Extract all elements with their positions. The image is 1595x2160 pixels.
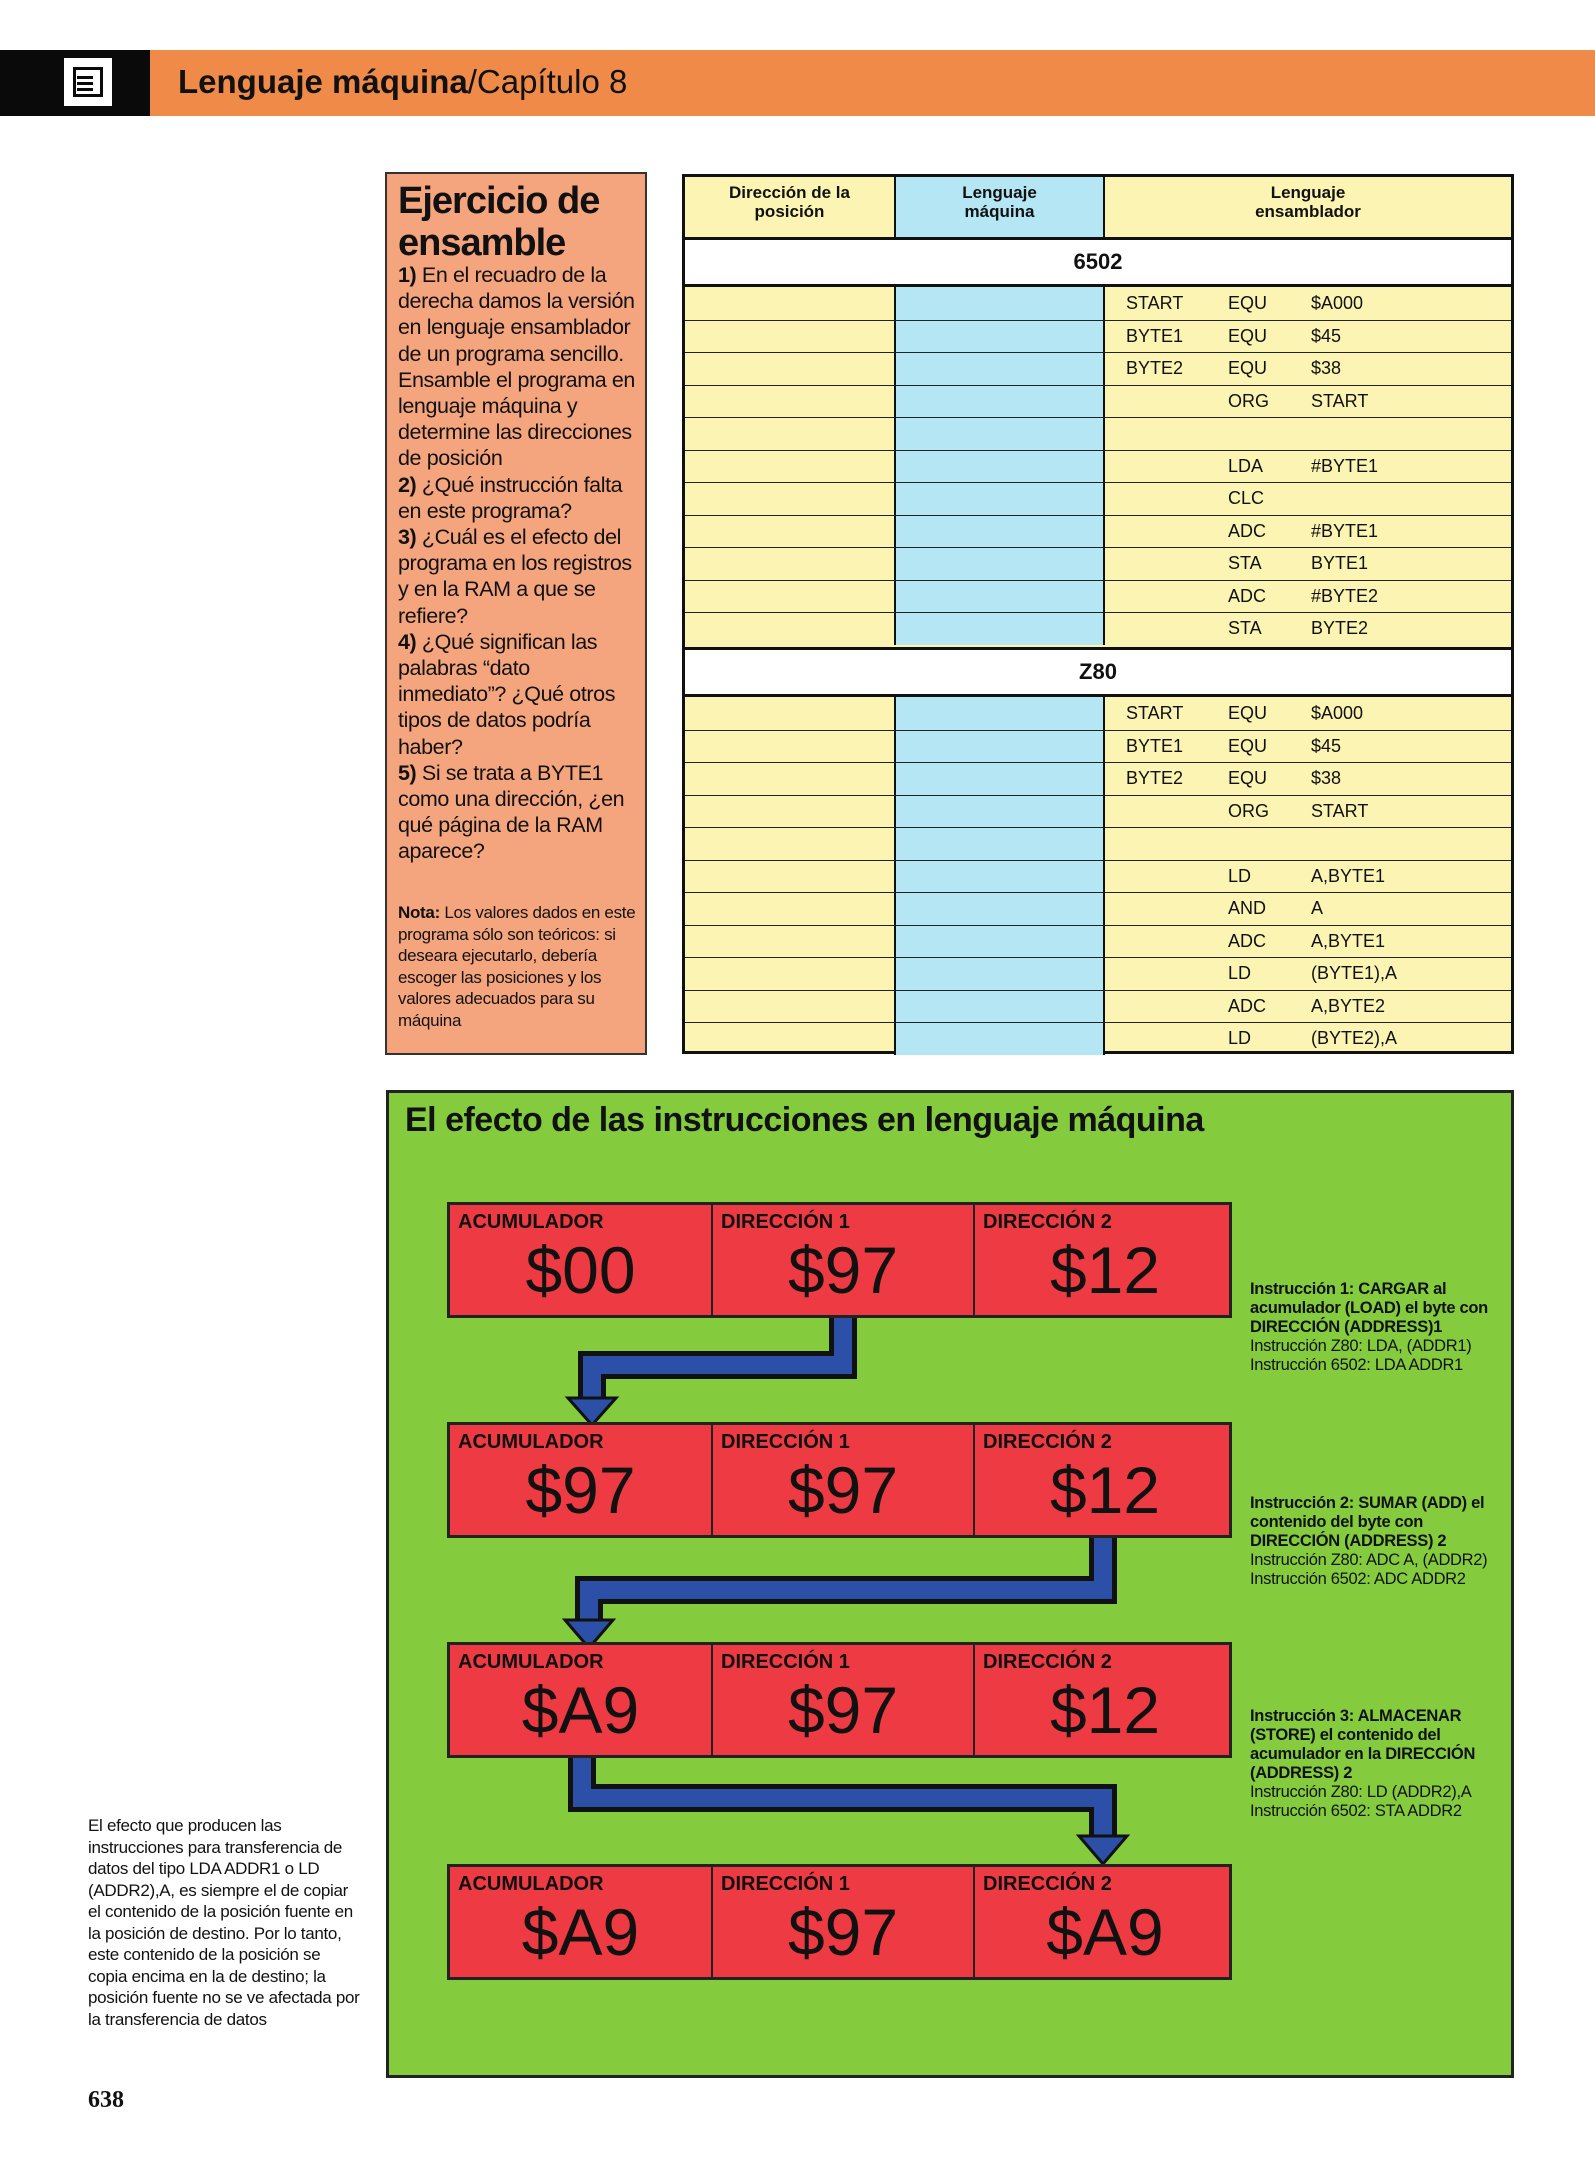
register-label: DIRECCIÓN 2 xyxy=(983,1431,1112,1453)
asm-operand: START xyxy=(1311,800,1369,821)
address-1-register xyxy=(711,1205,973,1315)
asm-operand: $45 xyxy=(1311,735,1342,756)
page-number: 638 xyxy=(88,2087,124,2113)
exercise-item: 3) ¿Cuál es el efecto del programa en los registros y en la RAM a que se refiere? xyxy=(398,525,632,628)
asm-operand: #BYTE2 xyxy=(1311,585,1379,606)
register-value: $12 xyxy=(1049,1233,1161,1307)
instruction-1-text: Instrucción 1: CARGAR al acumulador (LOAD) el byte con DIRECCIÓN (ADDRESS)1 Instrucción Z80: LDA, (ADDR1) Instrucción 6502: LDA ADDR1 xyxy=(1250,1280,1488,1374)
asm-opcode: STA xyxy=(1228,618,1262,638)
register-value: $12 xyxy=(1049,1453,1161,1527)
register-value: $97 xyxy=(787,1453,899,1527)
asm-label: BYTE1 xyxy=(1126,735,1184,756)
register-state-2 xyxy=(447,1422,1232,1538)
register-value: $12 xyxy=(1049,1673,1161,1747)
asm-label: BYTE2 xyxy=(1126,768,1184,788)
asm-label: START xyxy=(1126,703,1184,723)
page-title: Lenguaje máquina/Capítulo 8 xyxy=(178,63,628,100)
arrow-3-head xyxy=(1079,1836,1127,1864)
register-value: $97 xyxy=(787,1673,899,1747)
exercise-item: 1) En el recuadro de la derecha damos la versión en lenguaje ensamblador de un programa sencillo. Ensamble el programa en lenguaje máquina y determine las direcciones de posición xyxy=(398,263,635,471)
address-2-register xyxy=(973,1645,1235,1755)
register-value: $97 xyxy=(787,1895,899,1969)
asm-operand: $38 xyxy=(1311,358,1342,378)
register-label: DIRECCIÓN 1 xyxy=(721,1651,850,1673)
asm-opcode: EQU xyxy=(1228,358,1268,378)
register-label: ACUMULADOR xyxy=(458,1431,604,1453)
exercise-title: Ejercicio de ensamble xyxy=(398,180,600,264)
address-2-register xyxy=(973,1425,1235,1535)
exercise-item: 4) ¿Qué significan las palabras “dato inmediato”? ¿Qué otros tipos de datos podría haber? xyxy=(398,629,616,759)
accumulator-register xyxy=(450,1867,711,1977)
asm-opcode: ORG xyxy=(1228,800,1270,821)
register-value: $A9 xyxy=(521,1673,640,1747)
register-label: DIRECCIÓN 1 xyxy=(721,1873,850,1895)
header-machine-label: Lenguaje máquina xyxy=(962,183,1037,221)
asm-operand: $38 xyxy=(1311,768,1342,788)
asm-operand: (BYTE1),A xyxy=(1311,963,1398,983)
accumulator-register xyxy=(450,1645,711,1755)
instruction-2-text: Instrucción 2: SUMAR (ADD) el contenido del byte con DIRECCIÓN (ADDRESS) 2 Instrucción Z80: ADC A, (ADDR2) Instrucción 6502: ADC ADDR2 xyxy=(1250,1494,1488,1588)
asm-operand: #BYTE1 xyxy=(1311,455,1379,476)
register-state-1 xyxy=(447,1202,1232,1318)
register-label: ACUMULADOR xyxy=(458,1651,604,1673)
asm-opcode: EQU xyxy=(1228,325,1268,346)
address-1-register xyxy=(711,1867,973,1977)
register-label: DIRECCIÓN 1 xyxy=(721,1211,850,1233)
asm-opcode: LDA xyxy=(1228,455,1264,476)
asm-operand: BYTE2 xyxy=(1311,618,1369,638)
register-value: $97 xyxy=(787,1233,899,1307)
accumulator-register xyxy=(450,1425,711,1535)
asm-operand: $A000 xyxy=(1311,293,1364,313)
address-1-register xyxy=(711,1645,973,1755)
header-address-label: Dirección de la posición xyxy=(729,183,850,221)
figure-caption: El efecto que producen las instrucciones para transferencia de datos del tipo LDA ADDR1 o LD (ADDR2),A, es siempre el de copiar el contenido de la posición fuente en la posición de destino. Por lo tanto, este contenido de la posición se copia encima en la de destino; la posición fuente no se ve afectada por la transferencia de datos xyxy=(88,1816,360,2029)
exercise-note: Nota: Los valores dados en este programa sólo son teóricos: si deseara ejecutarlo, debería escoger las posiciones y los valores adecuados para su máquina xyxy=(398,903,636,1030)
asm-opcode: ADC xyxy=(1228,995,1267,1016)
header-assembler-label: Lenguaje ensamblador xyxy=(1255,183,1361,221)
asm-opcode: AND xyxy=(1228,898,1267,918)
exercise-item: 2) ¿Qué instrucción falta en este programa? xyxy=(398,472,623,523)
asm-opcode: EQU xyxy=(1228,703,1268,723)
asm-operand: $45 xyxy=(1311,325,1342,346)
register-label: ACUMULADOR xyxy=(458,1211,604,1233)
arrow-1-head xyxy=(568,1398,616,1425)
register-label: DIRECCIÓN 2 xyxy=(983,1211,1112,1233)
asm-opcode: STA xyxy=(1228,553,1262,573)
asm-operand: A,BYTE2 xyxy=(1311,995,1386,1016)
asm-operand: A,BYTE1 xyxy=(1311,865,1386,886)
exercise-item: 5) Si se trata a BYTE1 como una dirección, ¿en qué página de la RAM aparece? xyxy=(398,760,625,864)
section-header-0: 6502 xyxy=(685,237,1511,287)
asm-opcode: LD xyxy=(1228,963,1252,983)
register-state-4 xyxy=(447,1864,1232,1980)
asm-opcode: EQU xyxy=(1228,768,1268,788)
register-value: $A9 xyxy=(521,1895,640,1969)
section-header-1: Z80 xyxy=(685,647,1511,697)
asm-opcode: LD xyxy=(1228,865,1252,886)
asm-opcode: EQU xyxy=(1228,293,1268,313)
asm-opcode: ADC xyxy=(1228,585,1267,606)
asm-label: BYTE1 xyxy=(1126,325,1184,346)
arrow-3 xyxy=(582,1758,1103,1838)
diagram-title: El efecto de las instrucciones en lenguaje máquina xyxy=(405,1101,1204,1139)
asm-opcode: EQU xyxy=(1228,735,1268,756)
asm-label: BYTE2 xyxy=(1126,358,1184,378)
accumulator-register xyxy=(450,1205,711,1315)
asm-opcode: ADC xyxy=(1228,930,1267,951)
asm-operand: (BYTE2),A xyxy=(1311,1028,1398,1048)
asm-opcode: ADC xyxy=(1228,520,1267,541)
register-label: DIRECCIÓN 1 xyxy=(721,1431,850,1453)
asm-opcode: ORG xyxy=(1228,390,1270,411)
register-state-3 xyxy=(447,1642,1232,1758)
arrow-1 xyxy=(592,1318,843,1400)
address-2-register xyxy=(973,1867,1235,1977)
register-label: ACUMULADOR xyxy=(458,1873,604,1895)
register-value: $A9 xyxy=(1046,1895,1164,1969)
asm-operand: $A000 xyxy=(1311,703,1364,723)
register-label: DIRECCIÓN 2 xyxy=(983,1873,1112,1895)
register-value: $00 xyxy=(525,1233,636,1307)
asm-operand: A xyxy=(1311,898,1324,918)
address-1-register xyxy=(711,1425,973,1535)
asm-opcode: LD xyxy=(1228,1028,1252,1048)
asm-opcode: CLC xyxy=(1228,488,1265,508)
instruction-3-text: Instrucción 3: ALMACENAR (STORE) el contenido del acumulador en la DIRECCIÓN (ADDRESS) 2 Instrucción Z80: LD (ADDR2),A Instrucción 6502: STA ADDR2 xyxy=(1250,1707,1476,1820)
asm-operand: #BYTE1 xyxy=(1311,520,1379,541)
asm-operand: START xyxy=(1311,390,1369,411)
asm-operand: A,BYTE1 xyxy=(1311,930,1386,951)
asm-operand: BYTE1 xyxy=(1311,553,1369,573)
address-2-register xyxy=(973,1205,1235,1315)
asm-label: START xyxy=(1126,293,1184,313)
register-label: DIRECCIÓN 2 xyxy=(983,1651,1112,1673)
register-value: $97 xyxy=(525,1453,636,1527)
